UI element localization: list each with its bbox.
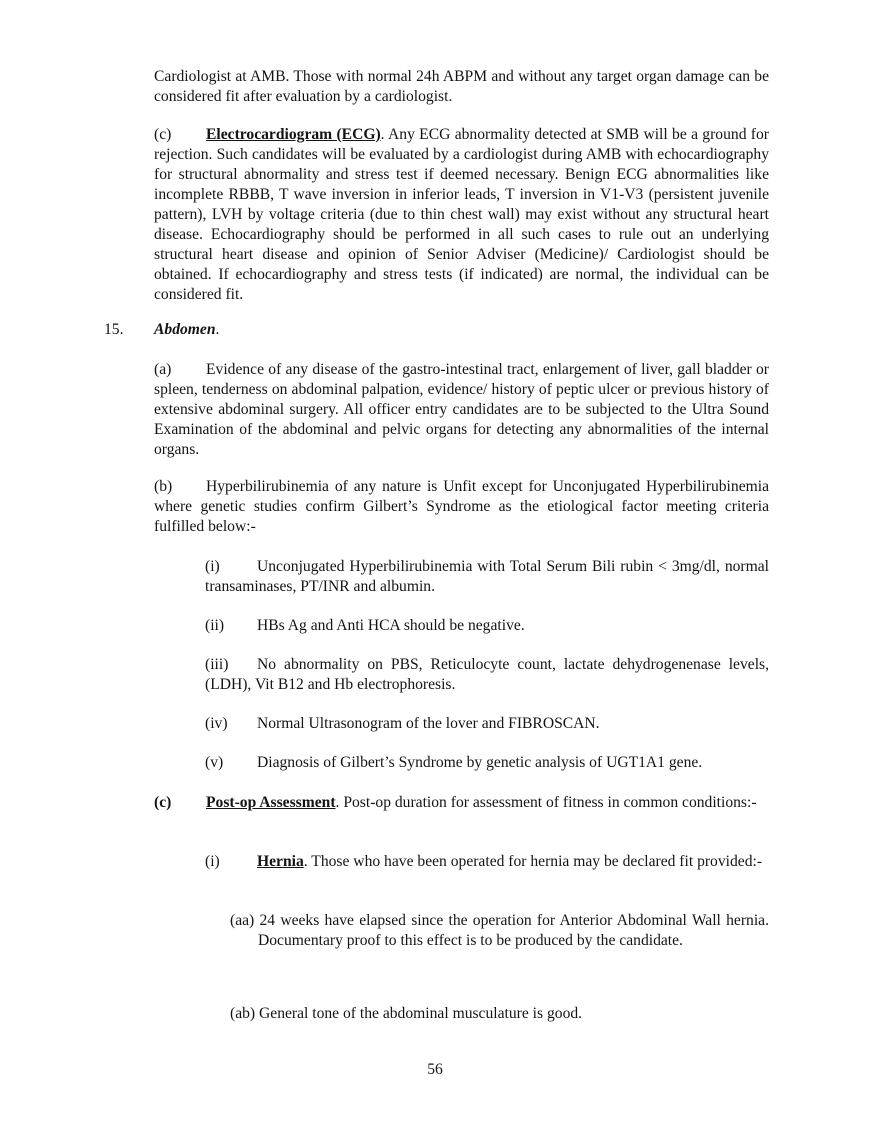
abdomen-b-paragraph — [154, 477, 769, 537]
hernia-item-text: General tone of the abdominal musculature is good. — [259, 1005, 583, 1022]
list-item-text: No abnormality on PBS, Reticulocyte count, lactate dehydrogenenase levels, (LDH), Vit B12 and Hb electrophoresis. — [205, 656, 769, 693]
list-item-text: HBs Ag and Anti HCA should be negative. — [257, 617, 525, 634]
hernia-item-label: (aa) — [230, 912, 255, 929]
abdomen-b-label: (b) — [154, 478, 173, 495]
list-item-label: (i) — [205, 558, 220, 575]
ecg-heading: Electrocardiogram (ECG) — [206, 126, 381, 143]
abdomen-b-text: Hyperbilirubinemia of any nature is Unfit except for Unconjugated Hyperbilirubinemia where genetic studies confirm Gilbert’s Syndrome as the etiological factor meeting criteria fulfilled below:- — [154, 478, 769, 535]
ecg-label: (c) — [154, 126, 172, 143]
abdomen-a-paragraph — [154, 360, 769, 460]
section-title-suffix: . — [215, 321, 220, 338]
abdomen-c-heading: Post-op Assessment — [206, 794, 336, 811]
hernia-heading: Hernia — [257, 853, 304, 870]
hernia-item-text: 24 weeks have elapsed since the operation for Anterior Abdominal Wall hernia. Documentary proof to this effect is to be produced by the candidate. — [258, 912, 769, 949]
abdomen-c-paragraph — [154, 793, 769, 813]
list-item-text: Normal Ultrasonogram of the lover and FIBROSCAN. — [257, 715, 600, 732]
section-15-heading — [104, 320, 504, 340]
page-number: 56 — [427, 1061, 443, 1078]
hernia-text: . Those who have been operated for hernia may be declared fit provided:- — [303, 853, 763, 870]
hernia-label: (i) — [205, 853, 220, 870]
list-item — [205, 753, 769, 773]
list-item-label: (ii) — [205, 617, 225, 634]
abdomen-c-label: (c) — [154, 794, 172, 811]
section-title: Abdomen — [154, 321, 216, 338]
section-number: 15. — [104, 321, 124, 338]
hernia-item-label: (ab) — [230, 1005, 256, 1022]
list-item-text: Diagnosis of Gilbert’s Syndrome by genetic analysis of UGT1A1 gene. — [257, 754, 703, 771]
ecg-text: . Any ECG abnormality detected at SMB will be a ground for rejection. Such candidates will be evaluated by a cardiologist during AMB with echocardiography for structural abnormality and stress test if deemed necessary. Benign ECG abnormalities like incomplete RBBB, T wave inversion in inferior leads, T inversion in V1-V3 (persistent juvenile pattern), LVH by voltage criteria (due to thin chest wall) may exist without any structural heart disease. Echocardiography should be performed in all such cases to rule out an underlying structural heart disease and opinion of Senior Adviser (Medicine)/ Cardiologist should be obtained. If echocardiography and stress tests (if indicated) are normal, the individual can be considered fit. — [154, 126, 769, 303]
list-item — [205, 616, 769, 636]
list-item — [205, 655, 769, 695]
continuation-text: Cardiologist at AMB. Those with normal 24h ABPM and without any target organ damage can be considered fit after evaluation by a cardiologist. — [154, 68, 769, 105]
list-item-text: Unconjugated Hyperbilirubinemia with Total Serum Bili rubin < 3mg/dl, normal transaminases, PT/INR and albumin. — [205, 558, 769, 595]
hernia-item — [230, 1004, 769, 1024]
hernia-item — [230, 911, 769, 951]
ecg-paragraph — [154, 125, 769, 305]
list-item — [205, 714, 769, 734]
abdomen-c-text: . Post-op duration for assessment of fitness in common conditions:- — [335, 794, 757, 811]
list-item — [205, 557, 769, 597]
list-item-label: (iii) — [205, 656, 229, 673]
abdomen-a-label: (a) — [154, 361, 172, 378]
list-item-label: (iv) — [205, 715, 228, 732]
list-item-label: (v) — [205, 754, 224, 771]
continuation-paragraph — [154, 67, 769, 107]
abdomen-a-text: Evidence of any disease of the gastro-intestinal tract, enlargement of liver, gall bladder or spleen, tenderness on abdominal palpation, evidence/ history of peptic ulcer or previous history of extensive abdominal surgery. All officer entry candidates are to be subjected to the Ultra Sound Examination of the abdominal and pelvic organs for detecting any abnormalities of the internal organs. — [154, 361, 769, 458]
hernia-paragraph — [205, 852, 769, 872]
